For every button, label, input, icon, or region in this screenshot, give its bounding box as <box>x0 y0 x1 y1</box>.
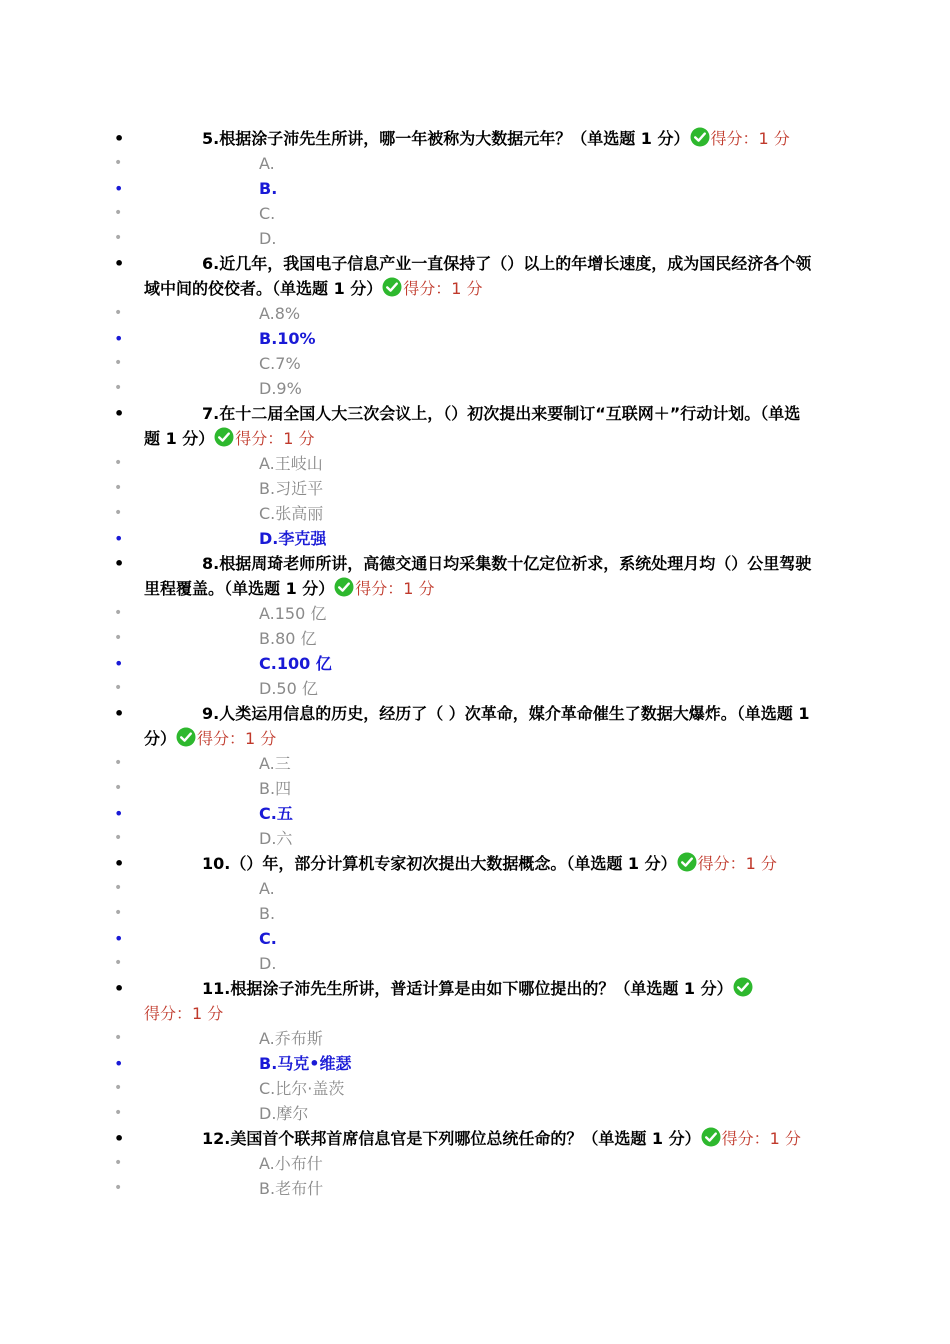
question-text: 9.人类运用信息的历史，经历了（ ）次革命，媒介革命催生了数据大爆炸。（单选题 1 分） <box>144 704 810 748</box>
question-item <box>0 701 816 751</box>
option-bullet: • <box>114 205 123 221</box>
option-label: D. <box>259 954 277 973</box>
question-item <box>0 976 816 1026</box>
question-item <box>0 551 816 601</box>
option-bullet: • <box>114 1180 123 1196</box>
option-bullet: • <box>114 155 123 171</box>
question-text: 7.在十二届全国人大三次会议上，（）初次提出来要制订“互联网＋”行动计划。（单选题 1 分） <box>144 404 801 448</box>
list-bullet: • <box>114 704 125 723</box>
option-label: C.张高丽 <box>259 504 324 523</box>
list-bullet: • <box>114 129 125 148</box>
check-circle-icon <box>701 1129 722 1148</box>
answer-option <box>0 151 950 176</box>
list-bullet: • <box>114 979 125 998</box>
check-circle-icon <box>214 429 235 448</box>
correct-option <box>0 526 950 551</box>
answer-option <box>0 626 950 651</box>
question-item <box>0 126 816 151</box>
question-text: 8.根据周琦老师所讲，高德交通日均采集数十亿定位祈求，系统处理月均（）公里驾驶里程覆盖。（单选题 1 分） <box>144 554 812 598</box>
list-bullet: • <box>114 404 125 423</box>
option-label: D. <box>259 229 277 248</box>
option-label: C.比尔·盖茨 <box>259 1079 345 1098</box>
option-label: B. <box>259 904 276 923</box>
check-circle-icon <box>733 979 754 998</box>
quiz-document <box>0 126 950 1201</box>
option-bullet: • <box>114 1155 123 1171</box>
option-bullet: • <box>114 955 123 971</box>
check-circle-icon <box>690 129 711 148</box>
option-bullet: • <box>114 329 124 348</box>
answer-option <box>0 1101 950 1126</box>
score-label: 得分：1 分 <box>235 429 315 448</box>
answer-option <box>0 751 950 776</box>
correct-option <box>0 1051 950 1076</box>
answer-option <box>0 876 950 901</box>
question-item <box>0 401 816 451</box>
option-bullet: • <box>114 830 123 846</box>
answer-option <box>0 301 950 326</box>
option-bullet: • <box>114 305 123 321</box>
option-bullet: • <box>114 880 123 896</box>
answer-option <box>0 451 950 476</box>
answer-option <box>0 351 950 376</box>
answer-option <box>0 1076 950 1101</box>
answer-option <box>0 476 950 501</box>
option-label: B.老布什 <box>259 1179 324 1198</box>
answer-option <box>0 826 950 851</box>
option-label: D.六 <box>259 829 293 848</box>
option-label: B.80 亿 <box>259 629 317 648</box>
option-bullet: • <box>114 804 124 823</box>
question-text: 6.近几年，我国电子信息产业一直保持了（）以上的年增长速度，成为国民经济各个领域中间的佼佼者。（单选题 1 分） <box>144 254 812 298</box>
option-label: B.10% <box>259 329 316 348</box>
answer-option <box>0 901 950 926</box>
option-label: A. <box>259 879 275 898</box>
option-label: B. <box>259 179 278 198</box>
option-bullet: • <box>114 529 124 548</box>
option-label: B.马克•维瑟 <box>259 1054 352 1073</box>
option-bullet: • <box>114 380 123 396</box>
score-label: 得分：1 分 <box>355 579 435 598</box>
question-text: 10.（）年，部分计算机专家初次提出大数据概念。（单选题 1 分） <box>202 854 677 873</box>
question-text: 11.根据涂子沛先生所讲，普适计算是由如下哪位提出的？（单选题 1 分） <box>202 979 733 998</box>
check-circle-icon <box>334 579 355 598</box>
answer-option <box>0 501 950 526</box>
answer-option <box>0 951 950 976</box>
option-label: D.9% <box>259 379 302 398</box>
option-bullet: • <box>114 654 124 673</box>
correct-option <box>0 801 950 826</box>
score-label: 得分：1 分 <box>197 729 277 748</box>
option-bullet: • <box>114 505 123 521</box>
score-label: 得分：1 分 <box>403 279 483 298</box>
option-label: A.小布什 <box>259 1154 323 1173</box>
option-bullet: • <box>114 179 124 198</box>
option-bullet: • <box>114 780 123 796</box>
option-bullet: • <box>114 630 123 646</box>
question-text: 12.美国首个联邦首席信息官是下列哪位总统任命的？（单选题 1 分） <box>202 1129 701 1148</box>
option-label: A. <box>259 154 275 173</box>
correct-option <box>0 326 950 351</box>
list-bullet: • <box>114 254 125 273</box>
option-label: B.四 <box>259 779 292 798</box>
check-circle-icon <box>677 854 698 873</box>
option-label: C.7% <box>259 354 301 373</box>
answer-option <box>0 776 950 801</box>
option-label: D.50 亿 <box>259 679 318 698</box>
answer-option <box>0 1151 950 1176</box>
option-label: C.100 亿 <box>259 654 332 673</box>
score-label: 得分：1 分 <box>721 1129 801 1148</box>
option-label: A.王岐山 <box>259 454 323 473</box>
question-item <box>0 851 816 876</box>
answer-option <box>0 376 950 401</box>
option-bullet: • <box>114 1054 124 1073</box>
check-circle-icon <box>382 279 403 298</box>
list-bullet: • <box>114 854 125 873</box>
correct-option <box>0 926 950 951</box>
score-label: 得分：1 分 <box>710 129 790 148</box>
option-label: A.三 <box>259 754 291 773</box>
option-bullet: • <box>114 929 124 948</box>
question-item <box>0 251 816 301</box>
option-bullet: • <box>114 1030 123 1046</box>
score-label: 得分：1 分 <box>144 1004 224 1023</box>
correct-option <box>0 651 950 676</box>
list-bullet: • <box>114 554 125 573</box>
option-bullet: • <box>114 230 123 246</box>
option-bullet: • <box>114 755 123 771</box>
answer-option <box>0 1176 950 1201</box>
option-bullet: • <box>114 1105 123 1121</box>
option-label: C.五 <box>259 804 293 823</box>
option-label: D.摩尔 <box>259 1104 309 1123</box>
answer-option <box>0 676 950 701</box>
option-label: A.乔布斯 <box>259 1029 323 1048</box>
answer-option <box>0 226 950 251</box>
option-bullet: • <box>114 680 123 696</box>
question-text: 5.根据涂子沛先生所讲，哪一年被称为大数据元年？（单选题 1 分） <box>202 129 690 148</box>
list-bullet: • <box>114 1129 125 1148</box>
answer-option <box>0 1026 950 1051</box>
check-circle-icon <box>176 729 197 748</box>
option-label: C. <box>259 929 277 948</box>
correct-option <box>0 176 950 201</box>
option-label: B.习近平 <box>259 479 324 498</box>
option-bullet: • <box>114 355 123 371</box>
option-label: C. <box>259 204 276 223</box>
option-label: A.8% <box>259 304 301 323</box>
question-item <box>0 1126 816 1151</box>
option-bullet: • <box>114 1080 123 1096</box>
option-label: D.李克强 <box>259 529 327 548</box>
option-label: A.150 亿 <box>259 604 327 623</box>
answer-option <box>0 201 950 226</box>
score-label: 得分：1 分 <box>697 854 777 873</box>
option-bullet: • <box>114 605 123 621</box>
answer-option <box>0 601 950 626</box>
option-bullet: • <box>114 455 123 471</box>
option-bullet: • <box>114 480 123 496</box>
option-bullet: • <box>114 905 123 921</box>
